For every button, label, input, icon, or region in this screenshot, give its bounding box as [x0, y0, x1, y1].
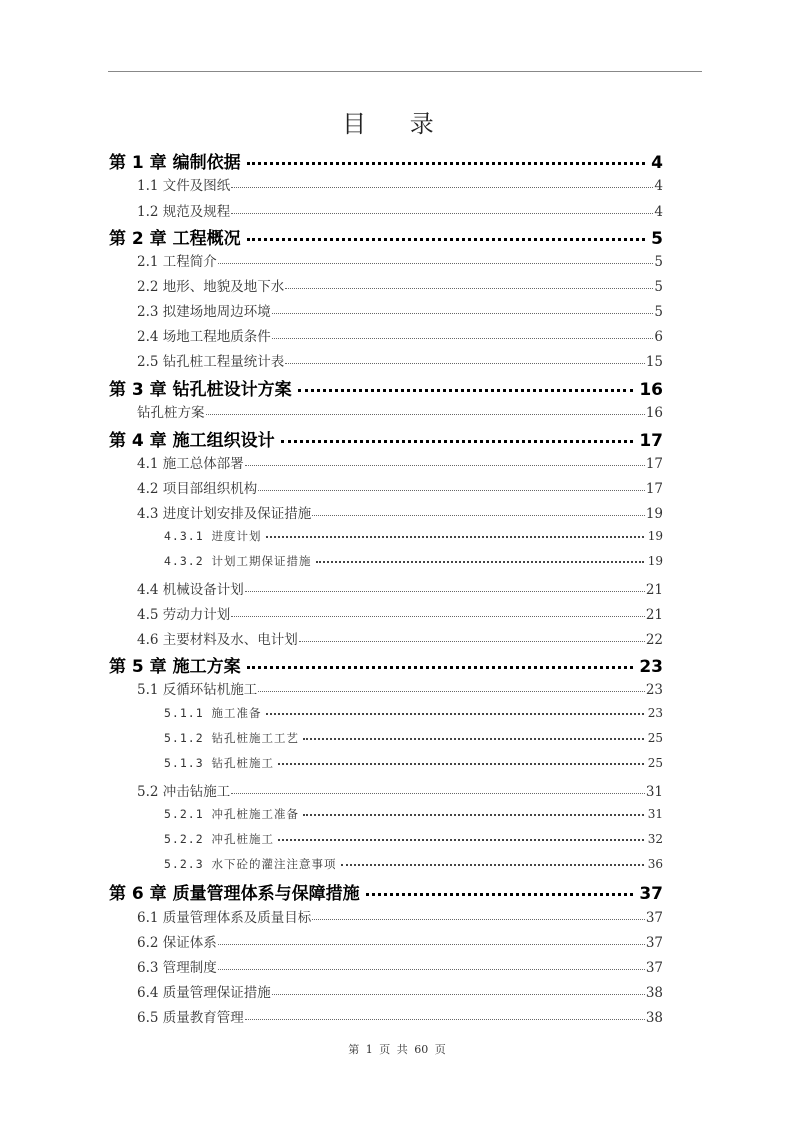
toc-entry-section[interactable]: [137, 981, 663, 1001]
dot-leader: [278, 763, 644, 765]
toc-entry-label: 6.5 质量教育管理: [137, 1010, 244, 1026]
toc-entry-subsection[interactable]: [164, 553, 663, 569]
dot-leader: [285, 288, 653, 289]
dot-leader: [206, 414, 645, 415]
toc-entry-label: 2.2 地形、地貌及地下水: [137, 279, 285, 295]
toc-page-number: 36: [647, 857, 663, 871]
toc-entry-label: 4.1 施工总体部署: [137, 456, 244, 472]
toc-entry-label: 6.1 质量管理体系及质量目标: [137, 910, 312, 926]
toc-entry-section[interactable]: [137, 628, 663, 648]
toc-page-number: 19: [647, 529, 663, 543]
toc-page-number: 21: [645, 582, 663, 598]
dot-leader: [247, 238, 646, 241]
toc-entry-label: 2.3 拟建场地周边环境: [137, 304, 271, 320]
toc-entry-section[interactable]: [137, 452, 663, 472]
toc-entry-label: 1.2 规范及规程: [137, 204, 231, 220]
dot-leader: [258, 490, 645, 491]
toc-entry-section[interactable]: [137, 678, 663, 698]
toc-page-number: 23: [639, 657, 663, 677]
toc-entry-label: 4.3.1 进度计划: [164, 529, 262, 543]
toc-page-number: 16: [645, 405, 663, 421]
dot-leader: [303, 738, 644, 740]
toc-entry-label: 6.2 保证体系: [137, 935, 217, 951]
toc-entry-section[interactable]: [137, 275, 663, 295]
toc-page-number: 37: [645, 960, 663, 976]
toc-entry-label: 第 1 章 编制依据: [109, 153, 241, 173]
toc-entry-label: 5.2.2 冲孔桩施工: [164, 832, 275, 846]
toc-entry-label: 1.1 文件及图纸: [137, 178, 231, 194]
toc-entry-section[interactable]: [137, 401, 663, 421]
dot-leader: [245, 1019, 645, 1020]
toc-page-number: 19: [645, 506, 663, 522]
toc-entry-subsection[interactable]: [164, 831, 663, 847]
page-title: 目 录: [342, 110, 452, 138]
toc-page-number: 25: [647, 731, 663, 745]
toc-page-number: 32: [647, 832, 663, 846]
toc-entry-label: 第 4 章 施工组织设计: [109, 431, 275, 451]
dot-leader: [218, 969, 645, 970]
dot-leader: [231, 616, 645, 617]
dot-leader: [258, 691, 645, 692]
dot-leader: [218, 263, 654, 264]
toc-entry-subsection[interactable]: [164, 705, 663, 721]
dot-leader: [298, 389, 634, 392]
dot-leader: [272, 313, 654, 314]
toc-entry-subsection[interactable]: [164, 755, 663, 771]
toc-entry-label: 5.2.3 水下砼的灌注注意事项: [164, 857, 337, 871]
toc-entry-label: 钻孔桩方案: [137, 405, 205, 421]
toc-entry-section[interactable]: [137, 956, 663, 976]
toc-entry-chapter[interactable]: [109, 426, 663, 451]
toc-page-number: 37: [645, 935, 663, 951]
toc-entry-section[interactable]: [137, 780, 663, 800]
toc-entry-label: 5.1.1 施工准备: [164, 706, 262, 720]
header-rule: [108, 71, 702, 72]
dot-leader: [245, 465, 645, 466]
toc-entry-label: 4.3 进度计划安排及保证措施: [137, 506, 312, 522]
toc-entry-chapter[interactable]: [109, 879, 663, 904]
toc-entry-subsection[interactable]: [164, 806, 663, 822]
toc-entry-chapter[interactable]: [109, 148, 663, 173]
dot-leader: [278, 839, 644, 841]
toc-page-number: 4: [654, 204, 663, 220]
toc-entry-label: 第 5 章 施工方案: [109, 657, 241, 677]
dot-leader: [231, 187, 653, 188]
dot-leader: [312, 919, 645, 920]
toc-entry-label: 5.2.1 冲孔桩施工准备: [164, 807, 300, 821]
toc-page-number: 31: [645, 784, 663, 800]
dot-leader: [272, 338, 654, 339]
toc-entry-label: 第 6 章 质量管理体系与保障措施: [109, 884, 360, 904]
toc-page-number: 4: [651, 153, 663, 173]
toc-page-number: 5: [654, 304, 663, 320]
toc-entry-section[interactable]: [137, 502, 663, 522]
toc-entry-section[interactable]: [137, 1006, 663, 1026]
toc-page-number: 6: [654, 329, 663, 345]
toc-entry-section[interactable]: [137, 200, 663, 220]
toc-entry-section[interactable]: [137, 325, 663, 345]
page-footer: 第 1 页 共 60 页: [348, 1043, 446, 1056]
toc-page-number: 21: [645, 607, 663, 623]
toc-entry-label: 4.5 劳动力计划: [137, 607, 231, 623]
dot-leader: [341, 864, 644, 866]
dot-leader: [272, 994, 645, 995]
toc-entry-chapter[interactable]: [109, 375, 663, 400]
toc-page-number: 23: [647, 706, 663, 720]
toc-entry-section[interactable]: [137, 578, 663, 598]
toc-page-number: 17: [639, 431, 663, 451]
dot-leader: [299, 641, 645, 642]
toc-entry-label: 5.1.3 钻孔桩施工: [164, 756, 275, 770]
toc-page-number: 37: [645, 910, 663, 926]
toc-entry-label: 5.1 反循环钻机施工: [137, 682, 258, 698]
toc-entry-subsection[interactable]: [164, 730, 663, 746]
dot-leader: [366, 893, 634, 896]
toc-page-number: 38: [645, 1010, 663, 1026]
toc-entry-label: 2.5 钻孔桩工程量统计表: [137, 354, 285, 370]
dot-leader: [231, 213, 653, 214]
toc-page-number: 37: [639, 884, 663, 904]
toc-page-number: 15: [645, 354, 663, 370]
toc-page-number: 31: [647, 807, 663, 821]
toc-entry-label: 4.2 项目部组织机构: [137, 481, 258, 497]
toc-page-number: 22: [645, 632, 663, 648]
toc-entry-label: 6.4 质量管理保证措施: [137, 985, 271, 1001]
toc-entry-label: 5.2 冲击钻施工: [137, 784, 231, 800]
toc-page-number: 23: [645, 682, 663, 698]
dot-leader: [303, 814, 644, 816]
toc-entry-label: 第 2 章 工程概况: [109, 229, 241, 249]
toc-page-number: 17: [645, 481, 663, 497]
toc-page-number: 25: [647, 756, 663, 770]
dot-leader: [231, 793, 645, 794]
dot-leader: [266, 713, 644, 715]
toc-entry-section[interactable]: [137, 250, 663, 270]
toc-entry-section[interactable]: [137, 906, 663, 926]
dot-leader: [247, 162, 646, 165]
toc-page-number: 38: [645, 985, 663, 1001]
toc-page-number: 5: [654, 254, 663, 270]
dot-leader: [247, 666, 634, 669]
toc-entry-label: 6.3 管理制度: [137, 960, 217, 976]
toc-page-number: 5: [651, 229, 663, 249]
dot-leader: [285, 363, 645, 364]
toc-entry-subsection[interactable]: [164, 856, 663, 872]
toc-page-number: 16: [639, 380, 663, 400]
toc-entry-section[interactable]: [137, 300, 663, 320]
toc-entry-section[interactable]: [137, 350, 663, 370]
toc-entry-subsection[interactable]: [164, 528, 663, 544]
toc-entry-section[interactable]: [137, 477, 663, 497]
toc-entry-chapter[interactable]: [109, 224, 663, 249]
dot-leader: [281, 440, 634, 443]
toc-entry-label: 4.3.2 计划工期保证措施: [164, 554, 312, 568]
toc-entry-label: 第 3 章 钻孔桩设计方案: [109, 380, 292, 400]
toc-entry-label: 4.6 主要材料及水、电计划: [137, 632, 298, 648]
toc-entry-label: 2.1 工程简介: [137, 254, 217, 270]
toc-page-number: 5: [654, 279, 663, 295]
dot-leader: [218, 944, 645, 945]
toc-entry-label: 4.4 机械设备计划: [137, 582, 244, 598]
toc-entry-chapter[interactable]: [109, 652, 663, 677]
dot-leader: [245, 591, 645, 592]
dot-leader: [312, 515, 645, 516]
toc-page-number: 19: [647, 554, 663, 568]
toc-entry-section[interactable]: [137, 603, 663, 623]
toc-page-number: 17: [645, 456, 663, 472]
toc-entry-section[interactable]: [137, 174, 663, 194]
toc-entry-label: 5.1.2 钻孔桩施工工艺: [164, 731, 300, 745]
toc-entry-section[interactable]: [137, 931, 663, 951]
toc-entry-label: 2.4 场地工程地质条件: [137, 329, 271, 345]
dot-leader: [266, 536, 644, 538]
toc-page-number: 4: [654, 178, 663, 194]
dot-leader: [316, 561, 644, 563]
